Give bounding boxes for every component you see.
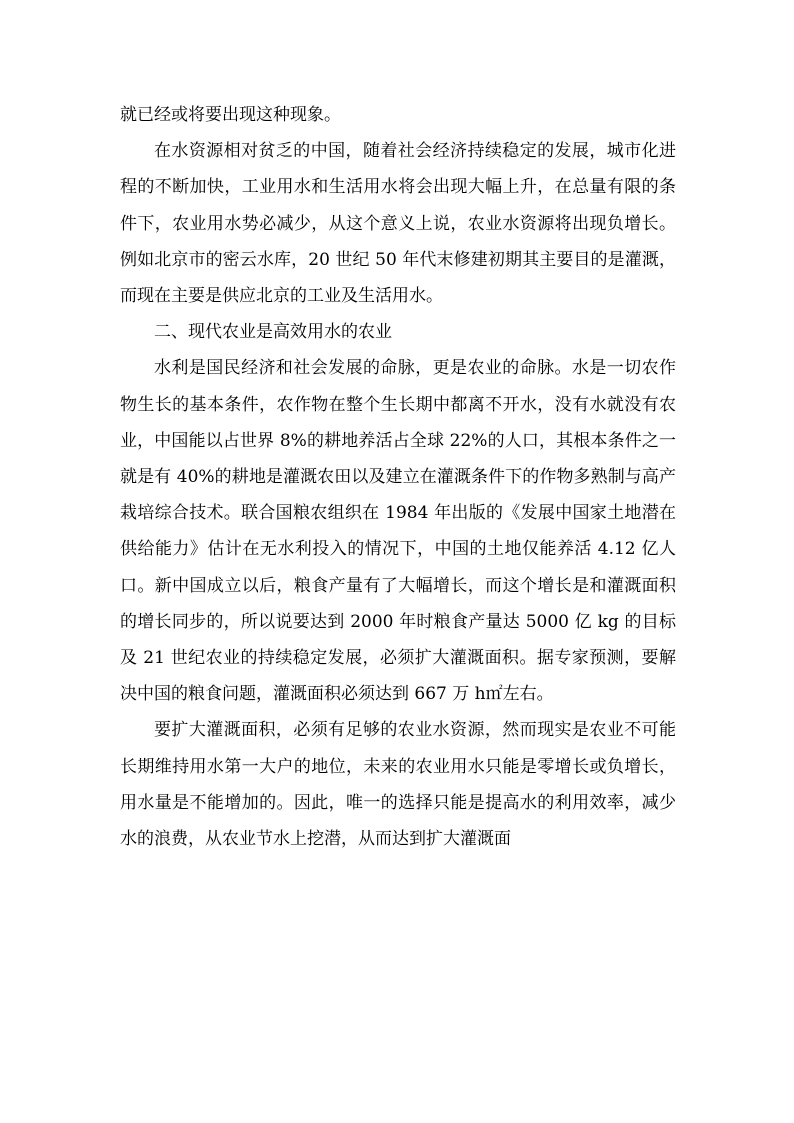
- paragraph-continuation: 就已经或将要出现这种现象。: [120, 105, 341, 125]
- paragraph-water-efficiency: 要扩大灌溉面积，必须有足够的农业水资源，然而现实是农业不可能长期维持用水第一大户的地位，未来的农业用水只能是零增长或负增长，用水量是不能增加的。因此，唯一的选择只能是提高水的利用效率，减少水的浪费，从农业节水上挖潜，从而达到扩大灌溉面: [120, 720, 676, 850]
- document-body: [120, 97, 676, 857]
- section-heading: 二、现代农业是高效用水的农业: [154, 322, 392, 343]
- paragraph-water-scarcity: 在水资源相对贫乏的中国，随着社会经济持续稳定的发展，城市化进程的不断加快，工业用水和生活用水将会出现大幅上升，在总量有限的条件下，农业用水势必减少，从这个意义上说，农业水资源将出现负增长。例如北京市的密云水库，20 世纪 50 年代末修建初期其主要目的是灌溉，而现在主要是供应北京的工业及生活用水。: [120, 141, 676, 307]
- paragraph-irrigation-lifeline: 水利是国民经济和社会发展的命脉，更是农业的命脉。水是一切农作物生长的基本条件，农作物在整个生长期中都离不开水，没有水就没有农业，中国能以占世界 8%的耕地养活占全球 22%的人口，其根本条件之一就是有 40%的耕地是灌溉农田以及建立在灌溉条件下的作物多熟制与高产栽培综合技术。联合国粮农组织在 1984 年出版的《发展中国家土地潜在供给能力》估计在无水利投入的情况下，中国的土地仅能养活 4.12 亿人口。新中国成立以后，粮食产量有了大幅增长，而这个增长是和灌溉面积的增长同步的，所以说要达到 2000 年时粮食产量达 5000 亿 kg 的目标及 21 世纪农业的持续稳定发展，必须扩大灌溉面积。据专家预测，要解决中国的粮食问题，灌溉面积必须达到 667 万 h㎡左右。: [120, 358, 676, 705]
